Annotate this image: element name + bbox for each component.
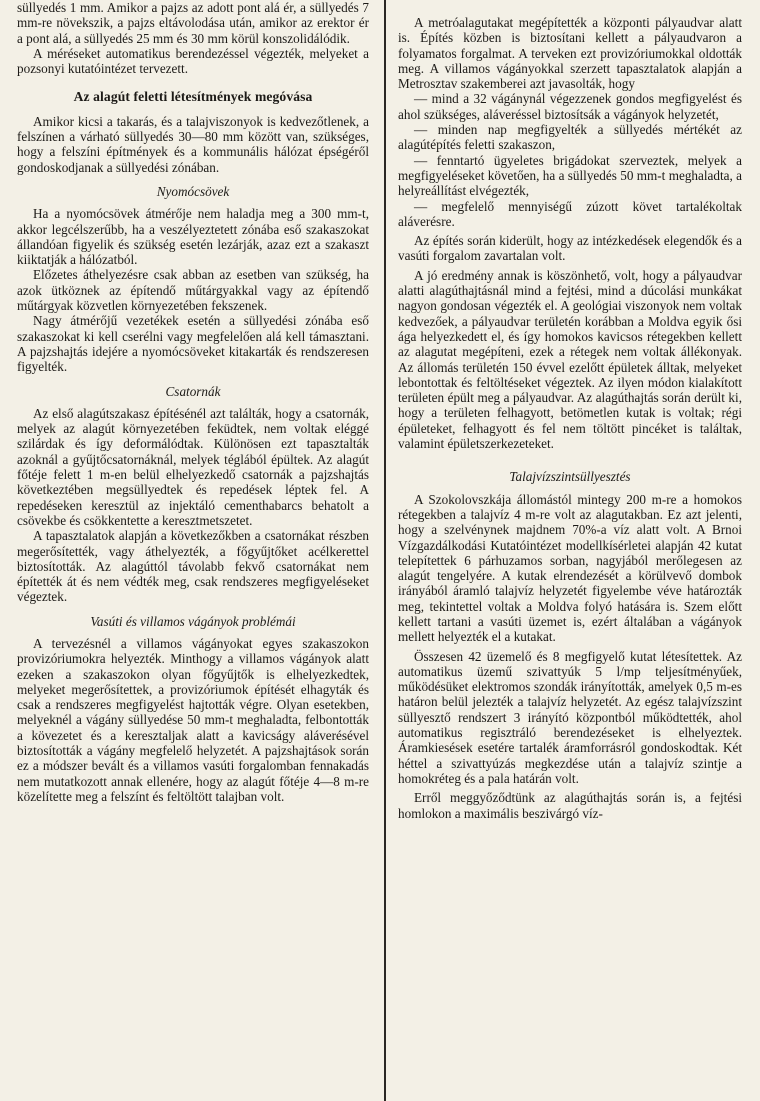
paragraph: Amikor kicsi a takarás, és a talajviszonyok is kedvezőtlenek, a felszínen a várható süllyedés 30—80 mm között van, szükséges, hogy a felszíni építmények és a kommunális hálózat épségéről gondoskodjanak a süllyedési zónában. bbox=[17, 113, 369, 175]
paragraph: Az első alagútszakasz építésénél azt találták, hogy a csatornák, melyek az alagút környezetében feküdtek, nem voltak eléggé szilárdak és így deformálódtak. Különösen ezt tapasztalták azoknál a gyűjtőcsatornáknál, melyek téglából épültek. Az alagút főtéje felett 1 m-en belül elhelyezkedő csatornák a pajzshajtás következtében megsüllyedtek és repedések léptek fel. A repedéseken keresztül az injektáló cementhabarcs behatolt a csövekbe és csökkentette a keresztmetszetet. bbox=[17, 405, 369, 528]
paragraph: A jó eredmény annak is köszönhető, volt, hogy a pályaudvar alatti alagúthajtásnál mind a fejtési, mind a dúcolási munkákat nagyon gondosan végezték el. A geológiai viszonyok nem voltak kedvezőek, a pályaudvar területén korábban a Moldva egyik ősi ága helyezkedett el, és így homokos kavicsos rétegekben kellett az alagutat megépíteni, ezek a rétegek nem voltak állékonyak. Az állomás területén 150 évvel ezelőtt épületek álltak, melyeket lebontottak és feltöltéseket végeztek. Az ilyen módon kialakított területen épült meg a pályaudvar. Az alagúthajtás során derült ki, hogy a területen felhagyott, betömetlen kutak is voltak; régi épületeket, felhagyott és fel nem töltött pincéket is találtak, valamint épületszerkezeteket. bbox=[398, 267, 742, 452]
subsection-heading-groundwater-lowering: Talajvízszintsüllyesztés bbox=[509, 469, 631, 485]
subsection-heading-pressure-pipes: Nyomócsövek bbox=[156, 183, 230, 199]
column-divider bbox=[384, 0, 386, 1101]
list-item: — mind a 32 vágánynál végezzenek gondos megfigyelést és ahol szükséges, aláveréssel biztosítsák a vágányok helyzetét, bbox=[398, 91, 742, 122]
paragraph: Erről meggyőződtünk az alagúthajtás során is, a fejtési homlokon a maximális beszivárgó víz- bbox=[398, 790, 742, 821]
paragraph: A tervezésnél a villamos vágányokat egyes szakaszokon provizóriumokra helyezték. Minthogy a villamos vágányok alatt ezeken a szakaszokon olyan főgyűjtők is elhelyezkedtek, melyeket megerősítettek, a provizóriumok építését elhagyták és csak a rendszeres megfigyelést hajtották végre. Olyan esetekben, melyeknél a vágány süllyedése 50 mm-t meghaladta, felbontották a kövezetet és a keresztaljak alatt a kavicságy aláverésével biztosították a vágány megfelelő helyzetét. A pajzshajtások során ez a módszer bevált és a villamos vasúti forgalomban fennakadás nem mutatkozott annak ellenére, hogy az alagút főtéje 4—8 m-re közelítette meg a felszínt és feltöltött talajban volt. bbox=[17, 635, 369, 804]
paragraph: A méréseket automatikus berendezéssel végezték, melyeket a pozsonyi kutatóintézet tervezett. bbox=[17, 45, 369, 77]
paragraph: Ha a nyomócsövek átmérője nem haladja meg a 300 mm-t, akkor legcélszerűbb, ha a veszélyeztetett zónába eső szakaszokat állandóan figyelik és szükség esetén lezárják, azaz ezt a szakaszt kiiktatják a hálózatból. bbox=[17, 206, 369, 268]
subsection-heading-sewers: Csatornák bbox=[165, 383, 221, 399]
paragraph: Összesen 42 üzemelő és 8 megfigyelő kutat létesítettek. Az automatikus üzemű szivattyúk 5 l/mp teljesítményűek, működésüket elektromos szondák irányították, amelyek 0,5 m-es határon belül jelezték a talajvíz helyzetét. Az egész talajvízszint süllyesztő rendszert 3 irányító központból működtették, ahol automatikus regisztráló berendezéseket is elhelyeztek. Áramkiesések esetére tartalék áramforrásról gondoskodtak. Két héttel a szivattyúzás megkezdése után a talajvíz szintje a homokréteg és a pala határán volt. bbox=[398, 648, 742, 786]
subsection-heading-rail-tracks: Vasúti és villamos vágányok problémái bbox=[90, 613, 296, 629]
paragraph: A Szokolovszkája állomástól mintegy 200 m-re a homokos rétegekben a talajvíz 4 m-re volt az alagutakban. Ez azt jelenti, hogy a szelvénynek majdnem 70%-a víz alatt volt. A Brnoi Vízgazdálkodási Kutatóintézet modellkísérletei alapján 42 kutat telepítettek 6 párhuzamos sorban, nagyjából merőlegesen az alagút tengelyére. A kutak elrendezését a körülvevő dombok irányából áramló talajvíz helyzetét figyelembe véve határozták meg, tekintettel voltak a Moldva folyó hatására is. Szem előtt kellett tartani a vasúti üzemet is, ezért általában a vágányok mellett helyezték el a kutakat. bbox=[398, 491, 742, 645]
list-item: — fenntartó ügyeletes brigádokat szerveztek, melyek a megfigyeléseket követően, ha a süllyedés 50 mm-t meghaladta, a helyreállítást elvégezték, bbox=[398, 152, 742, 199]
paragraph: Nagy átmérőjű vezetékek esetén a süllyedési zónába eső szakaszokat ki kell cserélni vagy megfelelően alá kell támasztani. A pajzshajtás idejére a nyomócsöveket kitakarták és rendszeresen figyelték. bbox=[17, 313, 369, 375]
list-item: — minden nap megfigyelték a süllyedés mértékét az alagútépítés feletti szakaszon, bbox=[398, 122, 742, 153]
paragraph: süllyedés 1 mm. Amikor a pajzs az adott pont alá ér, a süllyedés 7 mm-re növekszik, a pajzs eltávolodása után, amikor az erektor ér a pont alá, a süllyedés 25 mm és 30 mm körül konszolidálódik. bbox=[17, 0, 369, 46]
paragraph: A tapasztalatok alapján a következőkben a csatornákat részben megerősítették, vagy áthelyezték, a főgyűjtőket acélkerettel biztosították. Az alagúttól távolabb fekvő csatornákat nem építették át és nem védték meg, csak rendszeres megfigyeléseket végeztek. bbox=[17, 528, 369, 605]
paragraph: Előzetes áthelyezésre csak abban az esetben van szükség, ha azok ütköznek az építendő műtárgyakkal vagy az építendő műtárgyak közvetlen környezetében fekszenek. bbox=[17, 267, 369, 314]
section-heading-overground-protection: Az alagút feletti létesítmények megóvása bbox=[73, 89, 313, 105]
paragraph: A metróalagutakat megépítették a központi pályaudvar alatt is. Építés közben is biztosítani kellett a pályaudvaron a folyamatos forgalmat. A terveken ezt provizóriumokkal oldották meg. A villamos vágányokkal szerzett tapasztalatok alapján a Metrosztav szakemberei azt javasolták, hogy bbox=[398, 15, 742, 92]
paragraph: Az építés során kiderült, hogy az intézkedések elegendők és a vasúti forgalom zavartalan volt. bbox=[398, 233, 742, 264]
right-column bbox=[398, 0, 742, 821]
list-item: — megfelelő mennyiségű zúzott követ tartalékoltak aláverésre. bbox=[398, 198, 742, 229]
left-column bbox=[17, 0, 369, 804]
